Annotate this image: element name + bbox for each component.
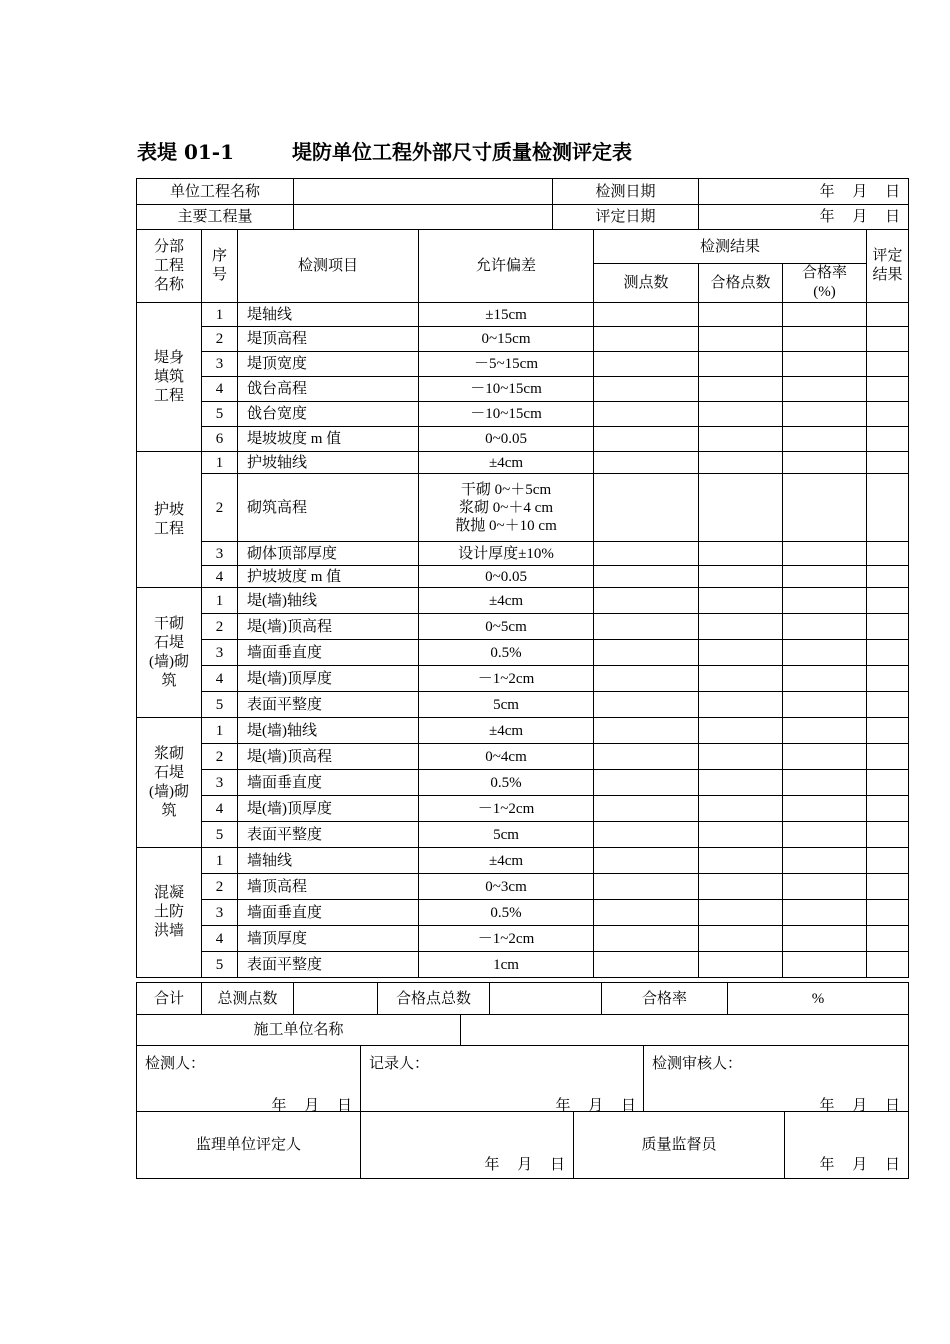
row-pass-rate-field[interactable]: [783, 692, 867, 718]
row-pass-rate-field[interactable]: [783, 474, 867, 542]
row-pass-points-field[interactable]: [699, 848, 783, 874]
row-pass-points-field[interactable]: [699, 718, 783, 744]
table-row: [137, 926, 909, 952]
row-points-field[interactable]: [594, 796, 699, 822]
row-pass-rate-field[interactable]: [783, 614, 867, 640]
row-evaluation-field[interactable]: [867, 427, 909, 452]
row-pass-points-field[interactable]: [699, 796, 783, 822]
row-seq: 5: [202, 822, 238, 848]
row-pass-points-field[interactable]: [699, 874, 783, 900]
row-item: 堤(墙)顶高程: [238, 614, 419, 640]
table-row: [137, 303, 909, 327]
table-row: [137, 327, 909, 352]
row-pass-rate-field[interactable]: [783, 666, 867, 692]
row-seq: 3: [202, 352, 238, 377]
row-evaluation-field[interactable]: [867, 874, 909, 900]
table-row: [137, 542, 909, 566]
row-tolerance: －10~15cm: [419, 402, 594, 427]
row-points-field[interactable]: [594, 640, 699, 666]
row-evaluation-field[interactable]: [867, 640, 909, 666]
row-points-field[interactable]: [594, 718, 699, 744]
row-evaluation-field[interactable]: [867, 542, 909, 566]
row-seq: 2: [202, 474, 238, 542]
row-pass-points-field[interactable]: [699, 926, 783, 952]
col-tolerance: 允许偏差: [419, 230, 594, 303]
table-row: [137, 822, 909, 848]
row-tolerance: 0~0.05: [419, 427, 594, 452]
row-evaluation-field[interactable]: [867, 327, 909, 352]
row-pass-rate-field[interactable]: [783, 640, 867, 666]
row-tolerance: ±4cm: [419, 718, 594, 744]
row-pass-points-field[interactable]: [699, 952, 783, 978]
row-tolerance: 5cm: [419, 822, 594, 848]
row-tolerance: ±4cm: [419, 848, 594, 874]
row-pass-points-field[interactable]: [699, 352, 783, 377]
row-pass-rate-field[interactable]: [783, 452, 867, 474]
row-tolerance: －1~2cm: [419, 796, 594, 822]
total-pass-field[interactable]: [490, 983, 602, 1015]
row-pass-points-field[interactable]: [699, 377, 783, 402]
row-pass-points-field[interactable]: [699, 692, 783, 718]
quality-supervisor-date-field[interactable]: 年 月 日: [785, 1112, 909, 1179]
row-evaluation-field[interactable]: [867, 377, 909, 402]
row-item: 堤顶高程: [238, 327, 419, 352]
row-evaluation-field[interactable]: [867, 796, 909, 822]
recorder-label: 记录人：: [361, 1046, 644, 1112]
contractor-table: [136, 1014, 909, 1046]
row-tolerance: －1~2cm: [419, 666, 594, 692]
total-pass-label: 合格点总数: [378, 983, 490, 1015]
row-seq: 2: [202, 614, 238, 640]
row-points-field[interactable]: [594, 566, 699, 588]
row-item: 墙面垂直度: [238, 640, 419, 666]
row-points-field[interactable]: [594, 952, 699, 978]
row-evaluation-field[interactable]: [867, 952, 909, 978]
row-seq: 2: [202, 744, 238, 770]
row-item: 砌筑高程: [238, 474, 419, 542]
row-pass-rate-field[interactable]: [783, 718, 867, 744]
row-evaluation-field[interactable]: [867, 718, 909, 744]
recorder-date[interactable]: 年 月 日: [555, 1098, 636, 1114]
evaluation-date-field[interactable]: 年 月 日: [699, 205, 909, 230]
row-points-field[interactable]: [594, 352, 699, 377]
form-name: 堤防单位工程外部尺寸质量检测评定表: [292, 140, 633, 164]
row-item: 堤轴线: [238, 303, 419, 327]
col-evaluation: 评定 结果: [867, 230, 909, 303]
totals-table: [136, 982, 909, 1015]
row-points-field[interactable]: [594, 474, 699, 542]
table-row: [137, 874, 909, 900]
row-seq: 1: [202, 303, 238, 327]
row-seq: 5: [202, 402, 238, 427]
main-quantity-field[interactable]: [294, 205, 553, 230]
row-item: 堤坡坡度 m 值: [238, 427, 419, 452]
row-pass-points-field[interactable]: [699, 614, 783, 640]
row-item: 墙面垂直度: [238, 770, 419, 796]
row-tolerance: 0.5%: [419, 640, 594, 666]
row-pass-rate-field[interactable]: [783, 796, 867, 822]
table-row: [137, 402, 909, 427]
reviewer-label: 检测审核人：: [644, 1046, 909, 1112]
row-item: 表面平整度: [238, 822, 419, 848]
row-item: 表面平整度: [238, 692, 419, 718]
supervisor-date-field[interactable]: 年 月 日: [361, 1112, 574, 1179]
row-points-field[interactable]: [594, 327, 699, 352]
contractor-label: 施工单位名称: [137, 1015, 461, 1046]
row-points-field[interactable]: [594, 452, 699, 474]
column-header-row-1: [137, 230, 909, 264]
row-pass-points-field[interactable]: [699, 666, 783, 692]
row-seq: 4: [202, 926, 238, 952]
row-pass-rate-field[interactable]: [783, 848, 867, 874]
row-evaluation-field[interactable]: [867, 848, 909, 874]
section-name: 护坡 工程: [137, 452, 202, 588]
row-points-field[interactable]: [594, 402, 699, 427]
row-pass-points-field[interactable]: [699, 822, 783, 848]
row-seq: 3: [202, 770, 238, 796]
col-section: 分部 工程 名称: [137, 230, 202, 303]
col-seq: 序 号: [202, 230, 238, 303]
row-evaluation-field[interactable]: [867, 900, 909, 926]
row-tolerance: 干砌 0~＋5cm 浆砌 0~＋4 cm 散抛 0~＋10 cm: [419, 474, 594, 542]
row-points-field[interactable]: [594, 744, 699, 770]
total-points-field[interactable]: [294, 983, 378, 1015]
row-item: 墙顶厚度: [238, 926, 419, 952]
row-seq: 1: [202, 588, 238, 614]
row-seq: 3: [202, 640, 238, 666]
contractor-field[interactable]: [461, 1015, 909, 1046]
row-seq: 5: [202, 952, 238, 978]
row-tolerance: ±4cm: [419, 588, 594, 614]
row-pass-rate-field[interactable]: [783, 377, 867, 402]
row-seq: 4: [202, 796, 238, 822]
row-pass-points-field[interactable]: [699, 427, 783, 452]
table-row: [137, 952, 909, 978]
table-row: [137, 718, 909, 744]
row-evaluation-field[interactable]: [867, 926, 909, 952]
row-tolerance: －1~2cm: [419, 926, 594, 952]
row-points-field[interactable]: [594, 588, 699, 614]
table-row: [137, 744, 909, 770]
row-seq: 3: [202, 542, 238, 566]
unit-project-name-label: 单位工程名称: [137, 179, 294, 205]
row-tolerance: 0~3cm: [419, 874, 594, 900]
row-points-field[interactable]: [594, 427, 699, 452]
row-evaluation-field[interactable]: [867, 692, 909, 718]
section-name: 混凝 土防 洪墙: [137, 848, 202, 978]
row-pass-rate-field[interactable]: [783, 900, 867, 926]
row-evaluation-field[interactable]: [867, 303, 909, 327]
row-item: 墙面垂直度: [238, 900, 419, 926]
total-pass-rate-field[interactable]: %: [728, 983, 909, 1015]
row-pass-rate-field[interactable]: [783, 566, 867, 588]
row-item: 墙顶高程: [238, 874, 419, 900]
row-item: 堤(墙)顶厚度: [238, 796, 419, 822]
row-pass-points-field[interactable]: [699, 542, 783, 566]
row-pass-rate-field[interactable]: [783, 952, 867, 978]
row-item: 墙轴线: [238, 848, 419, 874]
table-row: [137, 377, 909, 402]
row-points-field[interactable]: [594, 770, 699, 796]
row-item: 堤(墙)轴线: [238, 718, 419, 744]
row-pass-points-field[interactable]: [699, 900, 783, 926]
row-pass-points-field[interactable]: [699, 770, 783, 796]
row-evaluation-field[interactable]: [867, 770, 909, 796]
row-tolerance: －5~15cm: [419, 352, 594, 377]
row-points-field[interactable]: [594, 692, 699, 718]
table-row: [137, 566, 909, 588]
row-pass-points-field[interactable]: [699, 744, 783, 770]
row-pass-points-field[interactable]: [699, 588, 783, 614]
form-code: 表堤 01-1: [137, 140, 235, 164]
row-tolerance: －10~15cm: [419, 377, 594, 402]
inspector-date[interactable]: 年 月 日: [271, 1098, 352, 1114]
row-tolerance: 1cm: [419, 952, 594, 978]
row-points-field[interactable]: [594, 874, 699, 900]
row-tolerance: 0~0.05: [419, 566, 594, 588]
row-points-field[interactable]: [594, 822, 699, 848]
table-row: [137, 452, 909, 474]
totals-row: [137, 983, 909, 1015]
row-pass-rate-field[interactable]: [783, 588, 867, 614]
table-row: [137, 900, 909, 926]
row-tolerance: 0~15cm: [419, 327, 594, 352]
table-row: [137, 474, 909, 542]
row-points-field[interactable]: [594, 542, 699, 566]
total-points-label: 总测点数: [202, 983, 294, 1015]
section-name: 干砌 石堤 (墙)砌 筑: [137, 588, 202, 718]
row-tolerance: 0~5cm: [419, 614, 594, 640]
row-tolerance: 0.5%: [419, 900, 594, 926]
row-evaluation-field[interactable]: [867, 352, 909, 377]
row-seq: 1: [202, 718, 238, 744]
row-tolerance: 0.5%: [419, 770, 594, 796]
row-evaluation-field[interactable]: [867, 744, 909, 770]
row-pass-rate-field[interactable]: [783, 874, 867, 900]
inspector-label: 检测人：: [137, 1046, 361, 1112]
table-row: [137, 796, 909, 822]
row-item: 堤(墙)顶高程: [238, 744, 419, 770]
row-item: 戗台高程: [238, 377, 419, 402]
row-pass-rate-field[interactable]: [783, 744, 867, 770]
table-row: [137, 848, 909, 874]
row-evaluation-field[interactable]: [867, 666, 909, 692]
row-points-field[interactable]: [594, 926, 699, 952]
row-pass-rate-field[interactable]: [783, 822, 867, 848]
row-pass-points-field[interactable]: [699, 327, 783, 352]
row-pass-rate-field[interactable]: [783, 303, 867, 327]
col-points: 测点数: [594, 264, 699, 303]
main-quantity-label: 主要工程量: [137, 205, 294, 230]
col-results: 检测结果: [594, 230, 867, 264]
row-pass-points-field[interactable]: [699, 452, 783, 474]
row-tolerance: 5cm: [419, 692, 594, 718]
row-item: 堤(墙)轴线: [238, 588, 419, 614]
table-row: [137, 352, 909, 377]
col-pass-rate: 合格率 (%): [783, 264, 867, 303]
row-pass-rate-field[interactable]: [783, 542, 867, 566]
unit-project-name-field[interactable]: [294, 179, 553, 205]
row-item: 表面平整度: [238, 952, 419, 978]
row-evaluation-field[interactable]: [867, 474, 909, 542]
row-item: 戗台宽度: [238, 402, 419, 427]
row-tolerance: 0~4cm: [419, 744, 594, 770]
inspection-date-field[interactable]: 年 月 日: [699, 179, 909, 205]
row-seq: 6: [202, 427, 238, 452]
row-evaluation-field[interactable]: [867, 402, 909, 427]
row-seq: 4: [202, 666, 238, 692]
row-seq: 4: [202, 377, 238, 402]
table-row: [137, 427, 909, 452]
row-pass-points-field[interactable]: [699, 640, 783, 666]
row-points-field[interactable]: [594, 614, 699, 640]
row-points-field[interactable]: [594, 666, 699, 692]
row-item: 堤(墙)顶厚度: [238, 666, 419, 692]
row-tolerance: ±15cm: [419, 303, 594, 327]
row-seq: 1: [202, 848, 238, 874]
totals-label: 合计: [137, 983, 202, 1015]
signature-row-2: [137, 1112, 909, 1179]
table-row: [137, 666, 909, 692]
row-item: 砌体顶部厚度: [238, 542, 419, 566]
row-seq: 3: [202, 900, 238, 926]
total-pass-rate-label: 合格率: [602, 983, 728, 1015]
row-evaluation-field[interactable]: [867, 588, 909, 614]
row-evaluation-field[interactable]: [867, 566, 909, 588]
evaluation-date-label: 评定日期: [553, 205, 699, 230]
header-row-2: [137, 205, 909, 230]
row-points-field[interactable]: [594, 377, 699, 402]
row-points-field[interactable]: [594, 303, 699, 327]
col-item: 检测项目: [238, 230, 419, 303]
row-evaluation-field[interactable]: [867, 614, 909, 640]
form-title: [137, 136, 632, 165]
row-seq: 5: [202, 692, 238, 718]
supervisor-label: 监理单位评定人: [137, 1112, 361, 1179]
row-pass-points-field[interactable]: [699, 303, 783, 327]
row-pass-rate-field[interactable]: [783, 770, 867, 796]
section-name: 浆砌 石堤 (墙)砌 筑: [137, 718, 202, 848]
row-pass-rate-field[interactable]: [783, 352, 867, 377]
row-tolerance: 设计厚度±10%: [419, 542, 594, 566]
reviewer-date[interactable]: 年 月 日: [819, 1098, 900, 1114]
row-pass-points-field[interactable]: [699, 474, 783, 542]
row-seq: 2: [202, 874, 238, 900]
inspection-table: [136, 178, 909, 978]
inspection-date-label: 检测日期: [553, 179, 699, 205]
row-evaluation-field[interactable]: [867, 822, 909, 848]
row-evaluation-field[interactable]: [867, 452, 909, 474]
row-pass-rate-field[interactable]: [783, 402, 867, 427]
table-row: [137, 588, 909, 614]
row-tolerance: ±4cm: [419, 452, 594, 474]
row-seq: 1: [202, 452, 238, 474]
contractor-row: [137, 1015, 909, 1046]
row-points-field[interactable]: [594, 900, 699, 926]
row-seq: 2: [202, 327, 238, 352]
row-item: 堤顶宽度: [238, 352, 419, 377]
table-row: [137, 692, 909, 718]
row-points-field[interactable]: [594, 848, 699, 874]
row-pass-rate-field[interactable]: [783, 926, 867, 952]
table-row: [137, 770, 909, 796]
row-pass-rate-field[interactable]: [783, 427, 867, 452]
row-pass-points-field[interactable]: [699, 402, 783, 427]
section-name: 堤身 填筑 工程: [137, 303, 202, 452]
header-row-1: [137, 179, 909, 205]
quality-supervisor-label: 质量监督员: [574, 1112, 785, 1179]
row-item: 护坡坡度 m 值: [238, 566, 419, 588]
table-row: [137, 614, 909, 640]
row-item: 护坡轴线: [238, 452, 419, 474]
row-seq: 4: [202, 566, 238, 588]
row-pass-rate-field[interactable]: [783, 327, 867, 352]
col-pass-points: 合格点数: [699, 264, 783, 303]
table-row: [137, 640, 909, 666]
row-pass-points-field[interactable]: [699, 566, 783, 588]
